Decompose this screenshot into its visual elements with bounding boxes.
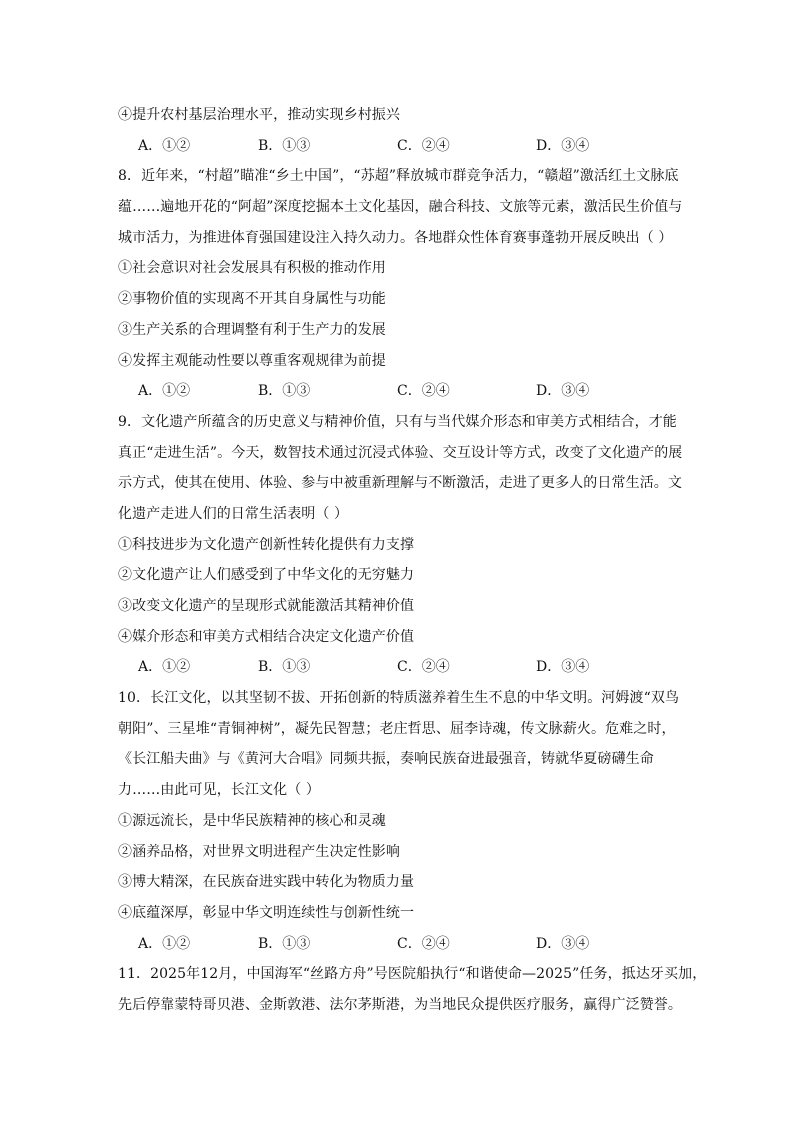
statement-1: ①社会意识对社会发展具有积极的推动作用 — [118, 260, 386, 277]
statement-4: ④提升农村基层治理水平，推动实现乡村振兴 — [118, 107, 400, 123]
answer-options — [118, 652, 684, 683]
question-7-tail — [118, 100, 684, 161]
statement-3: ③生产关系的合理调整有利于生产力的发展 — [118, 321, 386, 338]
option-a[interactable]: A．①② — [138, 383, 191, 400]
option-c[interactable]: C．②④ — [397, 137, 450, 154]
option-c[interactable]: C．②④ — [397, 935, 450, 952]
option-c[interactable]: C．②④ — [397, 383, 450, 400]
option-d[interactable]: D．③④ — [536, 383, 590, 400]
answer-options — [118, 131, 684, 162]
page-content — [118, 100, 707, 1021]
statement-2: ②事物价值的实现离不开其自身属性与功能 — [118, 291, 386, 308]
option-a[interactable]: A．①② — [138, 935, 191, 952]
question-stem-line: 化遗产走进人们的日常生活表明（ ） — [118, 505, 349, 522]
question-9 — [118, 407, 684, 683]
question-stem-line: 先后停靠蒙特哥贝港、金斯敦港、法尔茅斯港，为当地民众提供医疗服务，赢得广泛赞誉。 — [118, 996, 682, 1013]
statement-2: ②涵养品格，对世界文明进程产生决定性影响 — [118, 843, 400, 860]
option-d[interactable]: D．③④ — [536, 935, 590, 952]
option-c[interactable]: C．②④ — [397, 659, 450, 676]
question-stem-line: 朝阳”、三星堆“青铜神树”，凝先民智慧；老庄哲思、屈李诗魂，传文脉薪火。危难之时， — [118, 720, 676, 737]
statement-3: ③博大精深，在民族奋进实践中转化为物质力量 — [118, 874, 415, 891]
question-11 — [118, 959, 707, 1020]
option-b[interactable]: B．①③ — [258, 383, 311, 400]
question-stem-line: 示方式，使其在使用、体验、参与中被重新理解与不断激活，走进了更多人的日常生活。文 — [118, 475, 682, 492]
question-stem-line: 10．长江文化，以其坚韧不拔、开拓创新的特质滋养着生生不息的中华文明。河姆渡“双鸟 — [118, 690, 680, 707]
question-stem-line: 真正“走进生活”。今天，数智技术通过沉浸式体验、交互设计等方式，改变了文化遗产的展 — [118, 444, 683, 461]
statement-3: ③改变文化遗产的呈现形式就能激活其精神价值 — [118, 598, 415, 614]
statement-4: ④媒介形态和审美方式相结合决定文化遗产价值 — [118, 628, 415, 645]
answer-options — [118, 376, 684, 407]
question-stem-line: 城市活力，为推进体育强国建设注入持久动力。各地群众性体育赛事蓬勃开展反映出（ ） — [118, 229, 673, 246]
statement-4: ④底蕴深厚，彰显中华文明连续性与创新性统一 — [118, 904, 415, 921]
answer-options — [118, 929, 684, 960]
question-8 — [118, 161, 684, 407]
question-10 — [118, 683, 684, 959]
statement-2: ②文化遗产让人们感受到了中华文化的无穷魅力 — [118, 567, 415, 584]
option-d[interactable]: D．③④ — [536, 659, 590, 676]
option-b[interactable]: B．①③ — [258, 137, 311, 154]
question-stem-line: 力……由此可见，长江文化（ ） — [118, 782, 320, 799]
option-b[interactable]: B．①③ — [258, 935, 311, 952]
question-stem-line: 9．文化遗产所蕴含的历史意义与精神价值，只有与当代媒介形态和审美方式相结合，才能 — [118, 413, 677, 430]
option-a[interactable]: A．①② — [138, 659, 191, 676]
question-stem-line: 《长江船夫曲》与《黄河大合唱》同频共振，奏响民族奋进最强音，铸就华夏磅礴生命 — [118, 751, 654, 768]
question-stem-line: 蕴……遍地开花的“阿超”深度挖掘本土文化基因，融合科技、文旅等元素，激活民生价值与 — [118, 199, 683, 216]
option-a[interactable]: A．①② — [138, 137, 191, 154]
statement-1: ①科技进步为文化遗产创新性转化提供有力支撑 — [118, 536, 415, 553]
question-stem-line: 11．2025年12月，中国海军“丝路方舟”号医院船执行“和谐使命—2025”任务，抵达牙买加， — [118, 966, 707, 983]
question-stem-line: 8．近年来，“村超”瞄准“乡土中国”，“苏超”释放城市群竞争活力，“赣超”激活红土文脉底 — [118, 168, 679, 185]
statement-4: ④发挥主观能动性要以尊重客观规律为前提 — [118, 352, 386, 369]
option-b[interactable]: B．①③ — [258, 659, 311, 676]
statement-1: ①源远流长，是中华民族精神的核心和灵魂 — [118, 812, 386, 829]
option-d[interactable]: D．③④ — [536, 137, 590, 154]
